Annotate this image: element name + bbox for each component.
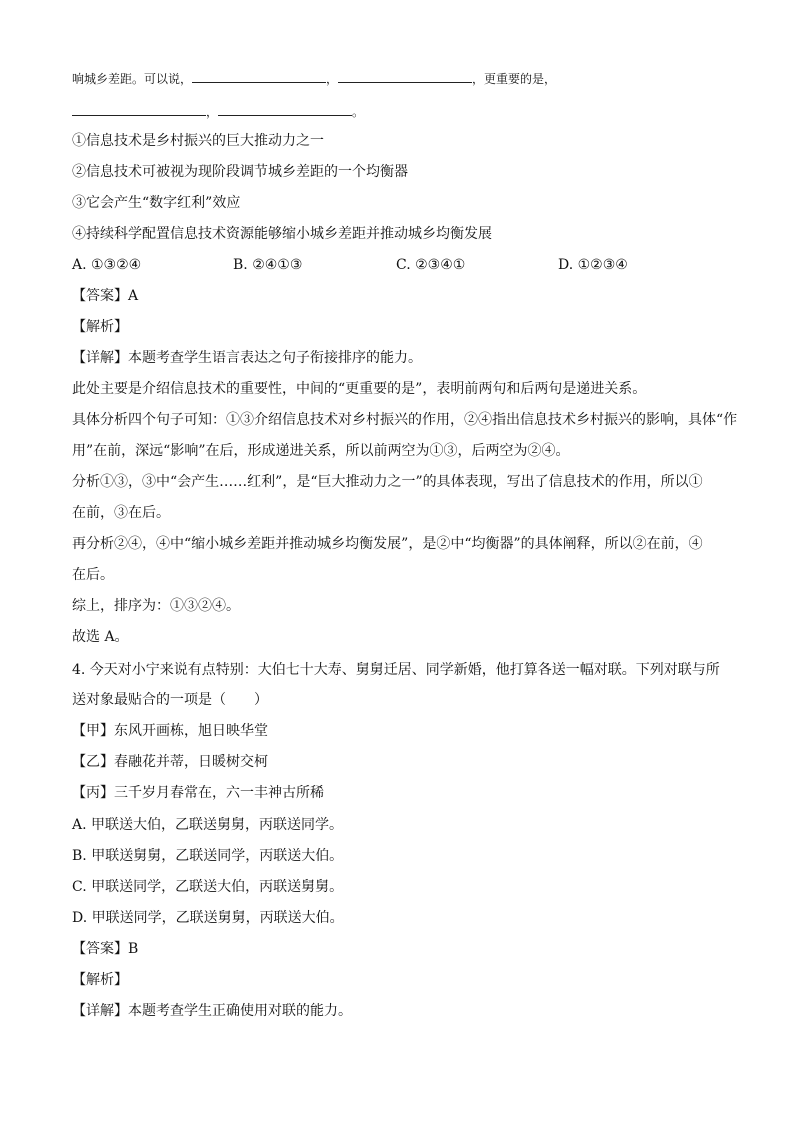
blank-3	[72, 101, 206, 116]
q4-option-d: D. 甲联送同学，乙联送舅舅，丙联送大伯。	[72, 910, 344, 926]
separator: ，	[206, 105, 219, 119]
q4-option-a: A. 甲联送大伯，乙联送舅舅，丙联送同学。	[72, 817, 344, 833]
blank-1	[192, 68, 326, 83]
detail-line: 再分析②④，④中“缩小城乡差距并推动城乡均衡发展”，是②中“均衡器”的具体阐释，所以②在前，④	[72, 536, 703, 552]
separator: ，更重要的是，	[472, 72, 557, 86]
q4-option-c: C. 甲联送同学，乙联送大伯，丙联送舅舅。	[72, 879, 344, 895]
q4-option-b: B. 甲联送舅舅，乙联送同学，丙联送大伯。	[72, 848, 344, 864]
separator: ，	[326, 72, 339, 86]
statement-3: ③它会产生“数字红利”效应	[72, 195, 241, 211]
intro-prefix: 响城乡差距。可以说，	[72, 72, 193, 86]
couplet-bing: 【丙】三千岁月春常在，六一丰神古所稀	[72, 785, 324, 801]
option-d: D. ①②③④	[558, 257, 628, 273]
couplet-yi: 【乙】春融花并蒂，日暖树交柯	[72, 754, 268, 770]
question-4-stem: 送对象最贴合的一项是（ ）	[72, 692, 268, 708]
statement-4: ④持续科学配置信息技术资源能够缩小城乡差距并推动城乡均衡发展	[72, 226, 492, 242]
statement-2: ②信息技术可被视为现阶段调节城乡差距的一个均衡器	[72, 164, 408, 180]
blank-2	[338, 68, 472, 83]
detail-line: 在前，③在后。	[72, 505, 170, 521]
question-4-stem: 4. 今天对小宁来说有点特别：大伯七十大寿、舅舅迁居、同学新婚，他打算各送一幅对联。下列对联与所	[72, 662, 720, 678]
blank-4	[218, 101, 352, 116]
option-b: B. ②④①③	[233, 257, 303, 273]
intro-line	[72, 68, 732, 89]
detail-line: 故选 A。	[72, 629, 129, 645]
option-c: C. ②③④①	[396, 257, 466, 273]
detail-q4: 【详解】本题考查学生正确使用对联的能力。	[72, 1003, 352, 1019]
detail-line: 此处主要是介绍信息技术的重要性，中间的“更重要的是”，表明前两句和后两句是递进关系。	[72, 381, 647, 397]
answer-q4: 【答案】B	[72, 941, 139, 957]
detail-line: 在后。	[72, 567, 114, 583]
detail-line: 用”在前，深远“影响”在后，形成递进关系，所以前两空为①③，后两空为②④。	[72, 443, 570, 459]
intro-line-2	[72, 101, 732, 122]
detail-line: 分析①③，③中“会产生……红利”，是“巨大推动力之一”的具体表现，写出了信息技术的作用，所以①	[72, 474, 703, 490]
answer-q3: 【答案】A	[72, 288, 139, 304]
analysis-label-q3: 【解析】	[72, 319, 128, 335]
period: 。	[352, 105, 365, 119]
detail-line: 【详解】本题考查学生语言表达之句子衔接排序的能力。	[72, 350, 422, 366]
option-a: A. ①③②④	[72, 257, 142, 273]
couplet-jia: 【甲】东风开画栋，旭日映华堂	[72, 723, 268, 739]
detail-line: 具体分析四个句子可知：①③介绍信息技术对乡村振兴的作用，②④指出信息技术乡村振兴的影响，具体“作	[72, 412, 738, 428]
detail-line: 综上，排序为：①③②④。	[72, 598, 240, 614]
analysis-label-q4: 【解析】	[72, 972, 128, 988]
statement-1: ①信息技术是乡村振兴的巨大推动力之一	[72, 133, 324, 149]
